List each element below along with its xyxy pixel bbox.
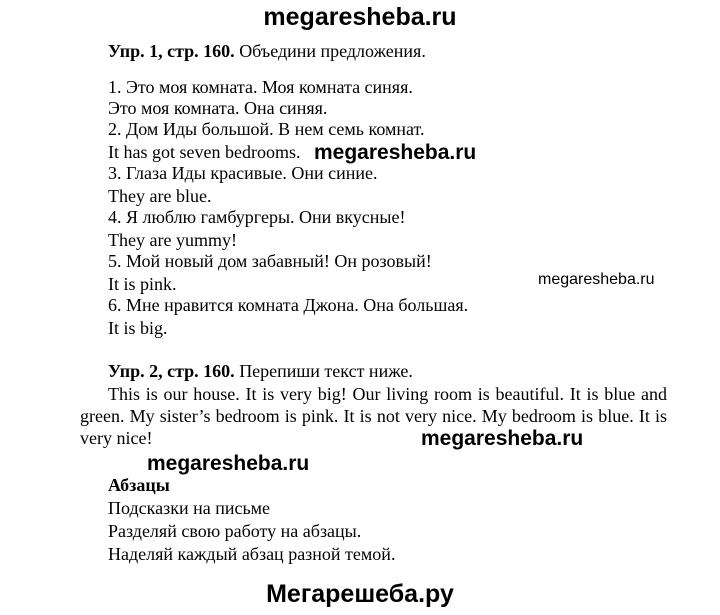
exercise-1-line: It is big. [108,318,168,338]
exercise-2-paragraph: This is our house. It is very big! Our living room is beautiful. It is blue and green. My sister’s bedroom is pink. It is not very nice. My bedroom is blue. It is very nice! [80,384,667,448]
exercise-2-task: Перепиши текст ниже. [239,361,413,381]
exercise-1-line: 3. Глаза Иды красивые. Они синие. [108,163,378,183]
tips-line: Подсказки на письме [108,498,271,518]
exercise-2-heading: Упр. 2, стр. 160. [108,361,235,381]
exercise-1-line: 4. Я люблю гамбургеры. Они вкусные! [108,207,406,227]
exercise-1-header [108,40,426,62]
tips-line: Наделяй каждый абзац разной темой. [108,544,396,564]
exercise-1-heading: Упр. 1, стр. 160. [108,41,235,61]
tips-title: Абзацы [108,475,170,495]
exercise-2-header [108,360,413,382]
watermark-inline-2: megaresheba.ru [421,427,584,450]
exercise-1-line: They are yummy! [108,230,237,250]
exercise-1-line: 5. Мой новый дом забавный! Он розовый! [108,251,432,271]
exercise-1-line: Это моя комната. Она синяя. [108,98,328,118]
exercise-1-line: It is pink. [108,274,177,294]
watermark-inline: megaresheba.ru [314,141,477,164]
exercise-1-line: 1. Это моя комната. Моя комната синяя. [108,77,413,97]
watermark-side: megaresheba.ru [538,271,655,288]
exercise-1-task: Объедини предложения. [239,41,426,61]
exercise-1-line: 2. Дом Иды большой. В нем семь комнат. [108,119,425,139]
tips-line: Разделяй свою работу на абзацы. [108,521,362,541]
watermark-left: megaresheba.ru [147,452,310,475]
exercise-1-line: 6. Мне нравится комната Джона. Она большая. [108,295,469,315]
watermark-top: megaresheba.ru [263,3,457,31]
exercise-1-line: It has got seven bedrooms. [108,142,301,162]
exercise-1-line: They are blue. [108,186,212,206]
watermark-bottom: Мегарешеба.ру [266,580,454,608]
